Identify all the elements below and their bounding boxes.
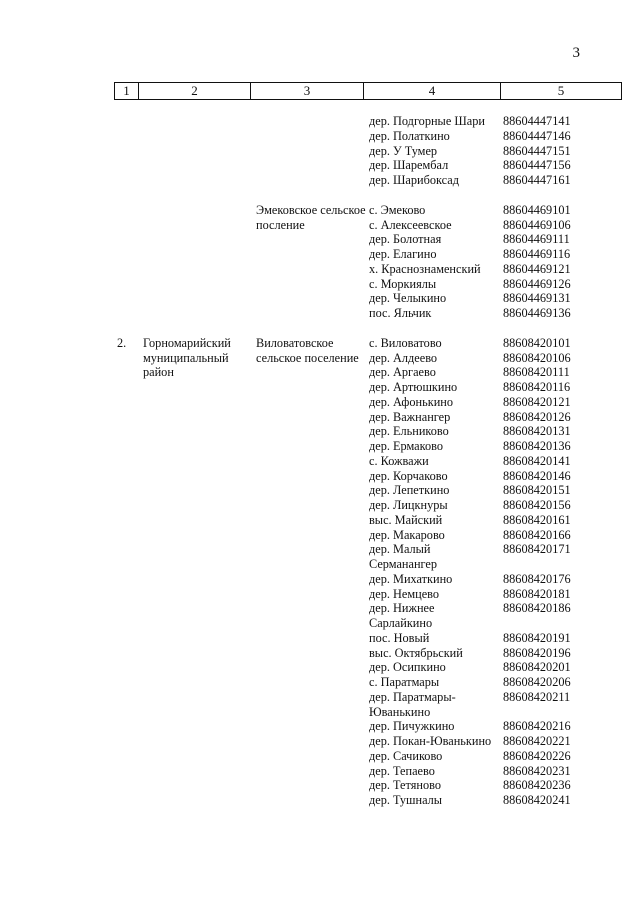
locality-row	[369, 395, 599, 410]
oktmo-code: 88608420106	[503, 350, 571, 365]
oktmo-code: 88604447141	[503, 114, 571, 128]
locality-name: дер. Лицкнуры	[369, 498, 448, 512]
row-gap	[0, 321, 639, 336]
oktmo-code: 88608420186	[503, 601, 571, 616]
locality-row	[369, 306, 599, 321]
oktmo-code: 88608420196	[503, 645, 571, 660]
oktmo-code: 88608420176	[503, 571, 571, 586]
oktmo-code: 88608420141	[503, 453, 571, 468]
oktmo-code: 88608420221	[503, 734, 571, 748]
locality-name: дер. Покан-Юванькино	[369, 734, 492, 748]
oktmo-code: 88608420111	[503, 365, 570, 380]
locality-name: дер. Тушналы	[369, 793, 443, 807]
locality-row	[369, 675, 599, 690]
locality-row	[369, 173, 599, 188]
locality-row	[369, 351, 599, 366]
locality-row	[369, 232, 599, 247]
oktmo-code: 88608420146	[503, 468, 571, 483]
oktmo-code: 88604469101	[503, 202, 571, 217]
locality-name: дер. Макарово	[369, 527, 445, 542]
locality-name: пос. Новый	[369, 630, 430, 645]
locality-row	[369, 410, 599, 425]
locality-row	[369, 365, 599, 380]
locality-name: дер. Малый Серманангер	[369, 542, 438, 571]
locality-row	[369, 587, 599, 602]
locality-row	[369, 646, 599, 661]
oktmo-code: 88608420131	[503, 424, 571, 439]
locality-name: дер. Сачиково	[369, 748, 443, 763]
locality-name: х. Краснознаменский	[369, 261, 481, 276]
settlement-group	[0, 114, 639, 188]
oktmo-code: 88608420171	[503, 542, 571, 557]
locality-row	[369, 247, 599, 262]
oktmo-code: 88604469116	[503, 247, 571, 261]
oktmo-code: 88604469136	[503, 306, 571, 320]
locality-name: дер. Шарибоксад	[369, 173, 459, 187]
locality-name: дер. Ельниково	[369, 424, 449, 439]
locality-row	[369, 144, 599, 159]
oktmo-code: 88608420181	[503, 586, 571, 601]
oktmo-code: 88608420231	[503, 763, 571, 778]
locality-row	[369, 778, 599, 793]
oktmo-code: 88608420126	[503, 409, 571, 424]
locality-name: дер. Тетяново	[369, 778, 441, 793]
locality-name: дер. Немцево	[369, 586, 440, 601]
oktmo-code: 88604447146	[503, 128, 571, 143]
locality-row	[369, 734, 599, 749]
locality-row	[369, 203, 599, 218]
locality-name: дер. Полаткино	[369, 128, 450, 143]
locality-row	[369, 572, 599, 587]
column-header-4: 4	[364, 83, 501, 100]
locality-row	[369, 498, 599, 513]
locality-name: дер. Тепаево	[369, 763, 435, 778]
locality-row	[369, 513, 599, 528]
oktmo-code: 88608420156	[503, 498, 571, 512]
locality-name: дер. Нижнее Сарлайкино	[369, 601, 435, 630]
locality-row	[369, 469, 599, 484]
locality-row	[369, 114, 599, 129]
locality-row	[369, 631, 599, 646]
column-header-5: 5	[501, 83, 622, 100]
locality-name: дер. У Тумер	[369, 143, 438, 158]
table-body	[0, 114, 639, 808]
locality-row	[369, 542, 599, 572]
locality-name: пос. Яльчик	[369, 306, 432, 320]
locality-row	[369, 129, 599, 144]
column-header-table	[114, 82, 622, 100]
oktmo-code: 88608420241	[503, 793, 571, 807]
locality-name: с. Алексеевское	[369, 217, 452, 232]
locality-row	[369, 764, 599, 779]
row-gap	[0, 188, 639, 203]
oktmo-code: 88604469106	[503, 217, 571, 232]
oktmo-code: 88608420226	[503, 748, 571, 763]
oktmo-code: 88604469131	[503, 291, 571, 306]
locality-name: дер. Ермаково	[369, 439, 444, 453]
locality-name: с. Кожважи	[369, 453, 429, 468]
locality-row	[369, 158, 599, 173]
oktmo-code: 88608420236	[503, 778, 571, 793]
locality-row	[369, 749, 599, 764]
oktmo-code: 88608420151	[503, 483, 571, 498]
locality-row	[369, 660, 599, 675]
oktmo-code: 88604469121	[503, 261, 571, 276]
locality-row	[369, 528, 599, 543]
locality-name: дер. Артюшкино	[369, 380, 458, 394]
column-header-1: 1	[115, 83, 139, 100]
locality-name: дер. Михаткино	[369, 571, 453, 586]
locality-row	[369, 218, 599, 233]
locality-row	[369, 291, 599, 306]
oktmo-code: 88604469111	[503, 232, 570, 247]
oktmo-code: 88608420206	[503, 675, 571, 689]
oktmo-code: 88608420216	[503, 719, 571, 734]
locality-row	[369, 690, 599, 720]
oktmo-code: 88604447156	[503, 158, 571, 173]
oktmo-code: 88608420211	[503, 689, 571, 704]
locality-name: дер. Важнангер	[369, 409, 451, 424]
locality-name: выс. Октябрьский	[369, 645, 463, 660]
locality-row	[369, 336, 599, 351]
locality-name: дер. Алдеево	[369, 350, 438, 365]
locality-row	[369, 439, 599, 454]
oktmo-code: 88608420136	[503, 439, 571, 453]
oktmo-code: 88608420101	[503, 335, 571, 350]
locality-name: дер. Болотная	[369, 232, 442, 247]
locality-name: с. Эмеково	[369, 202, 426, 217]
column-header-row	[115, 83, 622, 100]
locality-name: дер. Паратмары-Юванькино	[369, 689, 456, 719]
locality-row	[369, 380, 599, 395]
locality-row	[369, 262, 599, 277]
column-header-3: 3	[251, 83, 364, 100]
locality-name: дер. Пичужкино	[369, 719, 455, 734]
locality-name: дер. Осипкино	[369, 660, 446, 675]
locality-row	[369, 601, 599, 631]
locality-row	[369, 719, 599, 734]
page-number: 3	[572, 45, 580, 61]
locality-row	[369, 454, 599, 469]
locality-name: с. Паратмары	[369, 675, 440, 689]
district-name: Горномарийский муниципальный район	[143, 335, 231, 380]
oktmo-code: 88608420116	[503, 380, 571, 394]
locality-name: с. Виловатово	[369, 335, 442, 350]
oktmo-code: 88608420121	[503, 394, 571, 409]
locality-name: дер. Лепеткино	[369, 483, 450, 498]
oktmo-code: 88608420191	[503, 630, 571, 645]
oktmo-code: 88604447161	[503, 173, 571, 187]
locality-row	[369, 277, 599, 292]
oktmo-code: 88608420201	[503, 660, 571, 675]
locality-name: выс. Майский	[369, 512, 443, 527]
settlement-group	[0, 203, 639, 321]
locality-name: дер. Шарембал	[369, 158, 449, 173]
oktmo-code: 88604447151	[503, 143, 571, 158]
oktmo-code: 88608420166	[503, 527, 571, 542]
locality-name: с. Моркиялы	[369, 276, 437, 291]
settlement-name: Эмековское сельское посление	[256, 202, 366, 232]
locality-name: дер. Елагино	[369, 247, 437, 261]
oktmo-code: 88608420161	[503, 512, 571, 527]
locality-name: дер. Подгорные Шари	[369, 114, 485, 128]
settlement-name: Виловатовское сельское поселение	[256, 335, 359, 365]
district-group	[0, 336, 639, 808]
row-number: 2.	[117, 335, 127, 350]
locality-row	[369, 483, 599, 498]
locality-name: дер. Аргаево	[369, 365, 436, 380]
locality-name: дер. Корчаково	[369, 468, 448, 483]
locality-row	[369, 424, 599, 439]
locality-name: дер. Афонькино	[369, 394, 454, 409]
locality-name: дер. Челыкино	[369, 291, 447, 306]
oktmo-code: 88604469126	[503, 276, 571, 291]
column-header-2: 2	[139, 83, 251, 100]
locality-row	[369, 793, 599, 808]
